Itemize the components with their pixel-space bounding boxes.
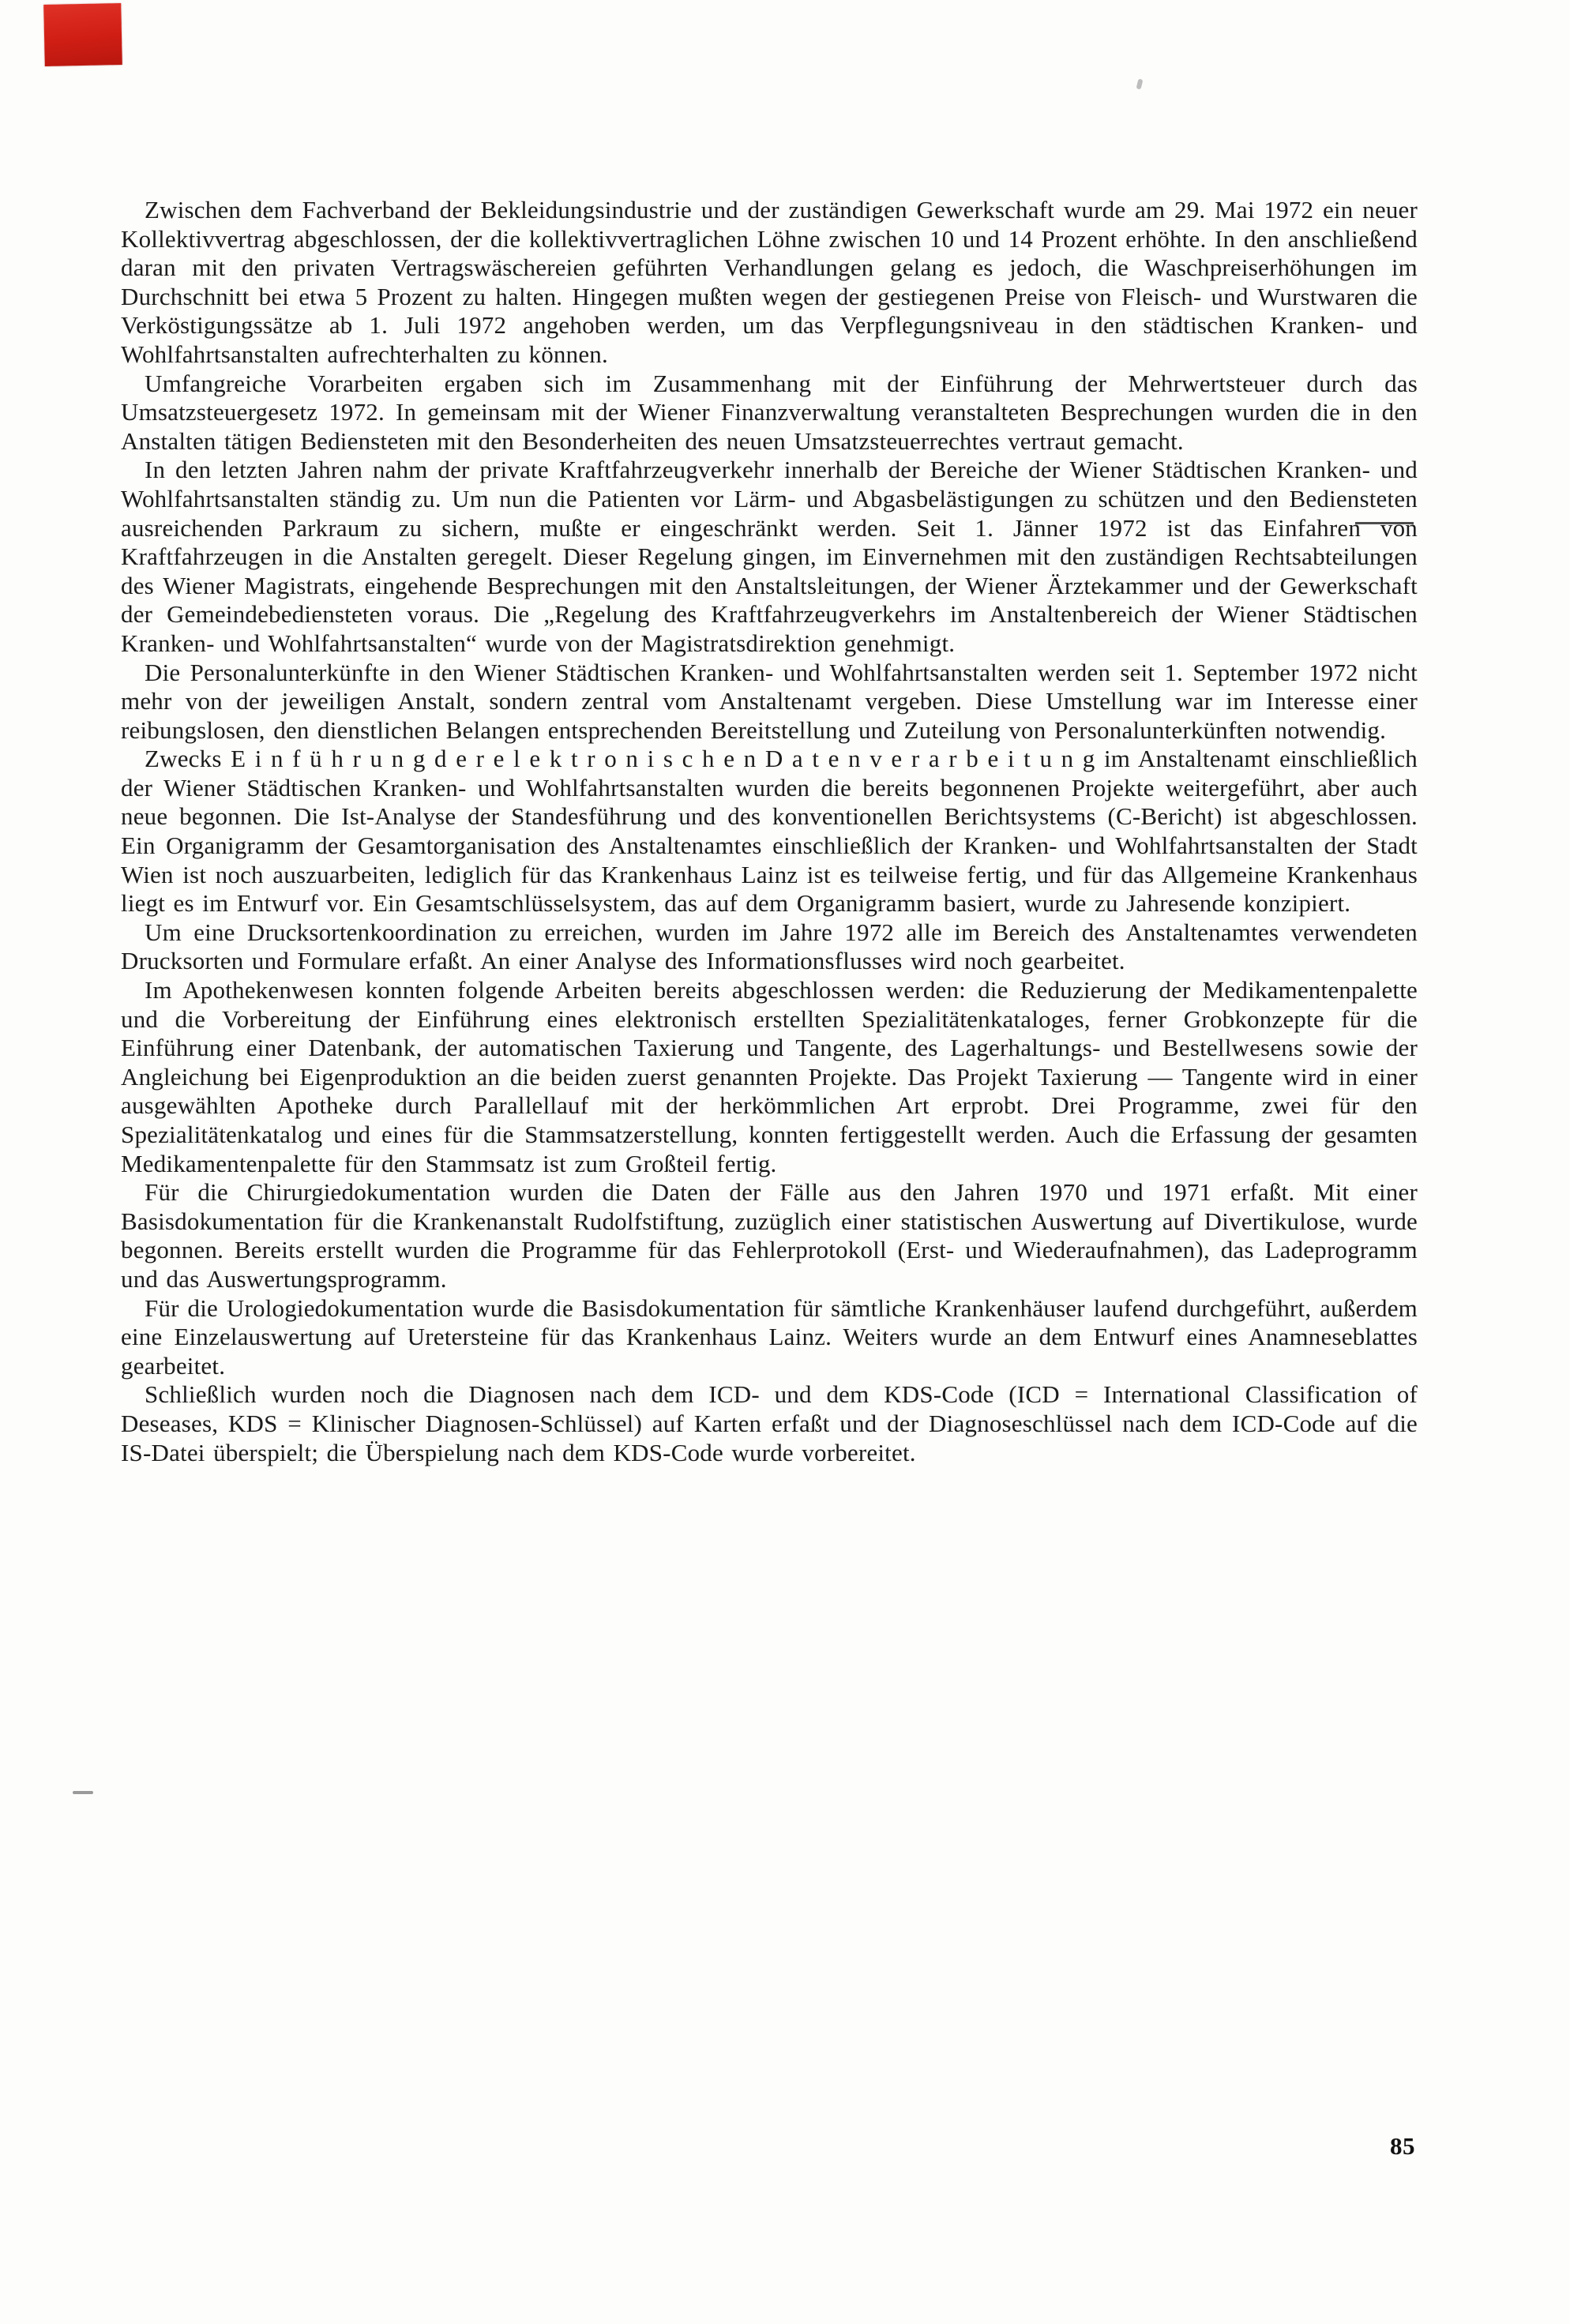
paragraph-kollektivvertrag: Zwischen dem Fachverband der Bekleidungsindustrie und der zuständigen Gewerkschaft wurde am 29. Mai 1972 ein neuer Kollektivvertrag abgeschlossen, der die kollektivvertraglichen Löhne zwischen 10 und 14 Prozent erhöhte. In den anschließend daran mit den privaten Vertragswäschereien geführten Verhandlungen gelang es jedoch, die Waschpreiserhöhungen im Durchschnitt bei etwa 5 Prozent zu halten. Hingegen mußten wegen der gestiegenen Preise von Fleisch- und Wurstwaren die Verköstigungssätze ab 1. Juli 1972 angehoben werden, um das Verpflegungsniveau in den städtischen Kranken- und Wohlfahrtsanstalten aufrechterhalten zu können.	[121, 196, 1418, 368]
paragraph-diagnosen: Schließlich wurden noch die Diagnosen nach dem ICD- und dem KDS-Code (ICD = International Classification of Deseases, KDS = Klinischer Diagnosen-Schlüssel) auf Karten erfaßt und der Diagnoseschlüssel nach dem ICD-Code auf die IS-Datei überspielt; die Überspielung nach dem KDS-Code wurde vorbereitet.	[121, 1380, 1418, 1466]
paragraph-chirurgiedokumentation: Für die Chirurgiedokumentation wurden die Daten der Fälle aus den Jahren 1970 und 1971 erfaßt. Mit einer Basisdokumentation für die Krankenanstalt Rudolfstiftung, zuzüglich einer statistischen Auswertung auf Divertikulose, wurde begonnen. Bereits erstellt wurden die Programme für das Fehlerprotokoll (Erst- und Wiederaufnahmen), das Ladeprogramm und das Auswertungsprogramm.	[121, 1178, 1418, 1293]
paragraph-datenverarbeitung: Zwecks E i n f ü h r u n g d e r e l e k t r o n i s c h e n D a t e n v e r a r b e i t u n g im Anstaltenamt einschließlich der Wiener Städtischen Kranken- und Wohlfahrtsanstalten wurden die bereits begonnenen Projekte weitergeführt, aber auch neue begonnen. Die Ist-Analyse der Standesführung und des konventionellen Berichtsystems (C-Bericht) ist abgeschlossen. Ein Organigramm der Gesamtorganisation des Anstaltenamtes einschließlich der Kranken- und Wohlfahrtsanstalten der Stadt Wien ist noch auszuarbeiten, lediglich für das Krankenhaus Lainz ist es teilweise fertig, und für das Allgemeine Krankenhaus liegt es im Entwurf vor. Ein Gesamtschlüsselsystem, das auf dem Organigramm basiert, wurde zu Jahresende konzipiert.	[121, 745, 1418, 918]
text-block	[121, 196, 1418, 1467]
margin-dash-mark	[73, 1791, 93, 1794]
paragraph-urologiedokumentation: Für die Urologiedokumentation wurde die Basisdokumentation für sämtliche Krankenhäuser laufend durchgeführt, außerdem eine Einzelauswertung auf Uretersteine für das Krankenhaus Lainz. Weiters wurde an dem Entwurf eines Anamneseblattes gearbeitet.	[121, 1293, 1418, 1380]
paragraph-mehrwertsteuer: Umfangreiche Vorarbeiten ergaben sich im Zusammenhang mit der Einführung der Mehrwertsteuer durch das Umsatzsteuergesetz 1972. In gemeinsam mit der Wiener Finanzverwaltung veranstalteten Besprechungen wurden die in den Anstalten tätigen Bediensteten mit den Besonderheiten des neuen Umsatzsteuerrechtes vertraut gemacht.	[121, 369, 1418, 455]
paragraph-apothekenwesen: Im Apothekenwesen konnten folgende Arbeiten bereits abgeschlossen werden: die Reduzierung der Medikamentenpalette und die Vorbereitung der Einführung eines elektronisch erstellten Spezialitätenkataloges, ferner Grobkonzepte für die Einführung einer Datenbank, der automatischen Taxierung und Tangente, des Lagerhaltungs- und Bestellwesens sowie der Angleichung bei Eigenproduktion an die beiden zuerst genannten Projekte. Das Projekt Taxierung — Tangente wird in einer ausgewählten Apotheke durch Parallellauf mit der herkömmlichen Art erprobt. Drei Programme, zwei für den Spezialitätenkatalog und eines für die Stammsatzerstellung, konnten fertiggestellt werden. Auch die Erfassung der gesamten Medikamentenpalette für den Stammsatz ist zum Großteil fertig.	[121, 976, 1418, 1177]
stray-dot-mark	[1136, 78, 1144, 89]
paragraph-personalunterkuenfte: Die Personalunterkünfte in den Wiener Städtischen Kranken- und Wohlfahrtsanstalten werden seit 1. September 1972 nicht mehr von der jeweiligen Anstalt, sondern zentral vom Anstaltenamt vergeben. Diese Umstellung war im Interesse einer reibungslosen, den dienstlichen Belangen entsprechenden Bereitstellung und Zuteilung von Personalunterkünften notwendig.	[121, 658, 1418, 744]
page-number: 85	[1390, 2132, 1415, 2160]
paragraph-kraftfahrzeugverkehr: In den letzten Jahren nahm der private Kraftfahrzeugverkehr innerhalb der Bereiche der Wiener Städtischen Kranken- und Wohlfahrtsanstalten ständig zu. Um nun die Patienten vor Lärm- und Abgasbelästigungen zu schützen und den Bediensteten ausreichenden Parkraum zu sichern, mußte er eingeschränkt werden. Seit 1. Jänner 1972 ist das Einfahren von Kraftfahrzeugen in die Anstalten geregelt. Dieser Regelung gingen, im Einvernehmen mit den zuständigen Rechtsabteilungen des Wiener Magistrats, eingehende Besprechungen mit den Anstaltsleitungen, der Wiener Ärztekammer und der Gewerkschaft der Gemeindebediensteten voraus. Die „Regelung des Kraftfahrzeugverkehrs im Anstaltenbereich der Wiener Städtischen Kranken- und Wohlfahrtsanstalten“ wurde von der Magistratsdirektion genehmigt.	[121, 456, 1418, 657]
red-corner-mark	[43, 3, 122, 66]
paragraph-drucksorten: Um eine Drucksortenkoordination zu erreichen, wurden im Jahre 1972 alle im Bereich des Anstaltenamtes verwendeten Drucksorten und Formulare erfaßt. An einer Analyse des Informationsflusses wird noch gearbeitet.	[121, 918, 1418, 975]
